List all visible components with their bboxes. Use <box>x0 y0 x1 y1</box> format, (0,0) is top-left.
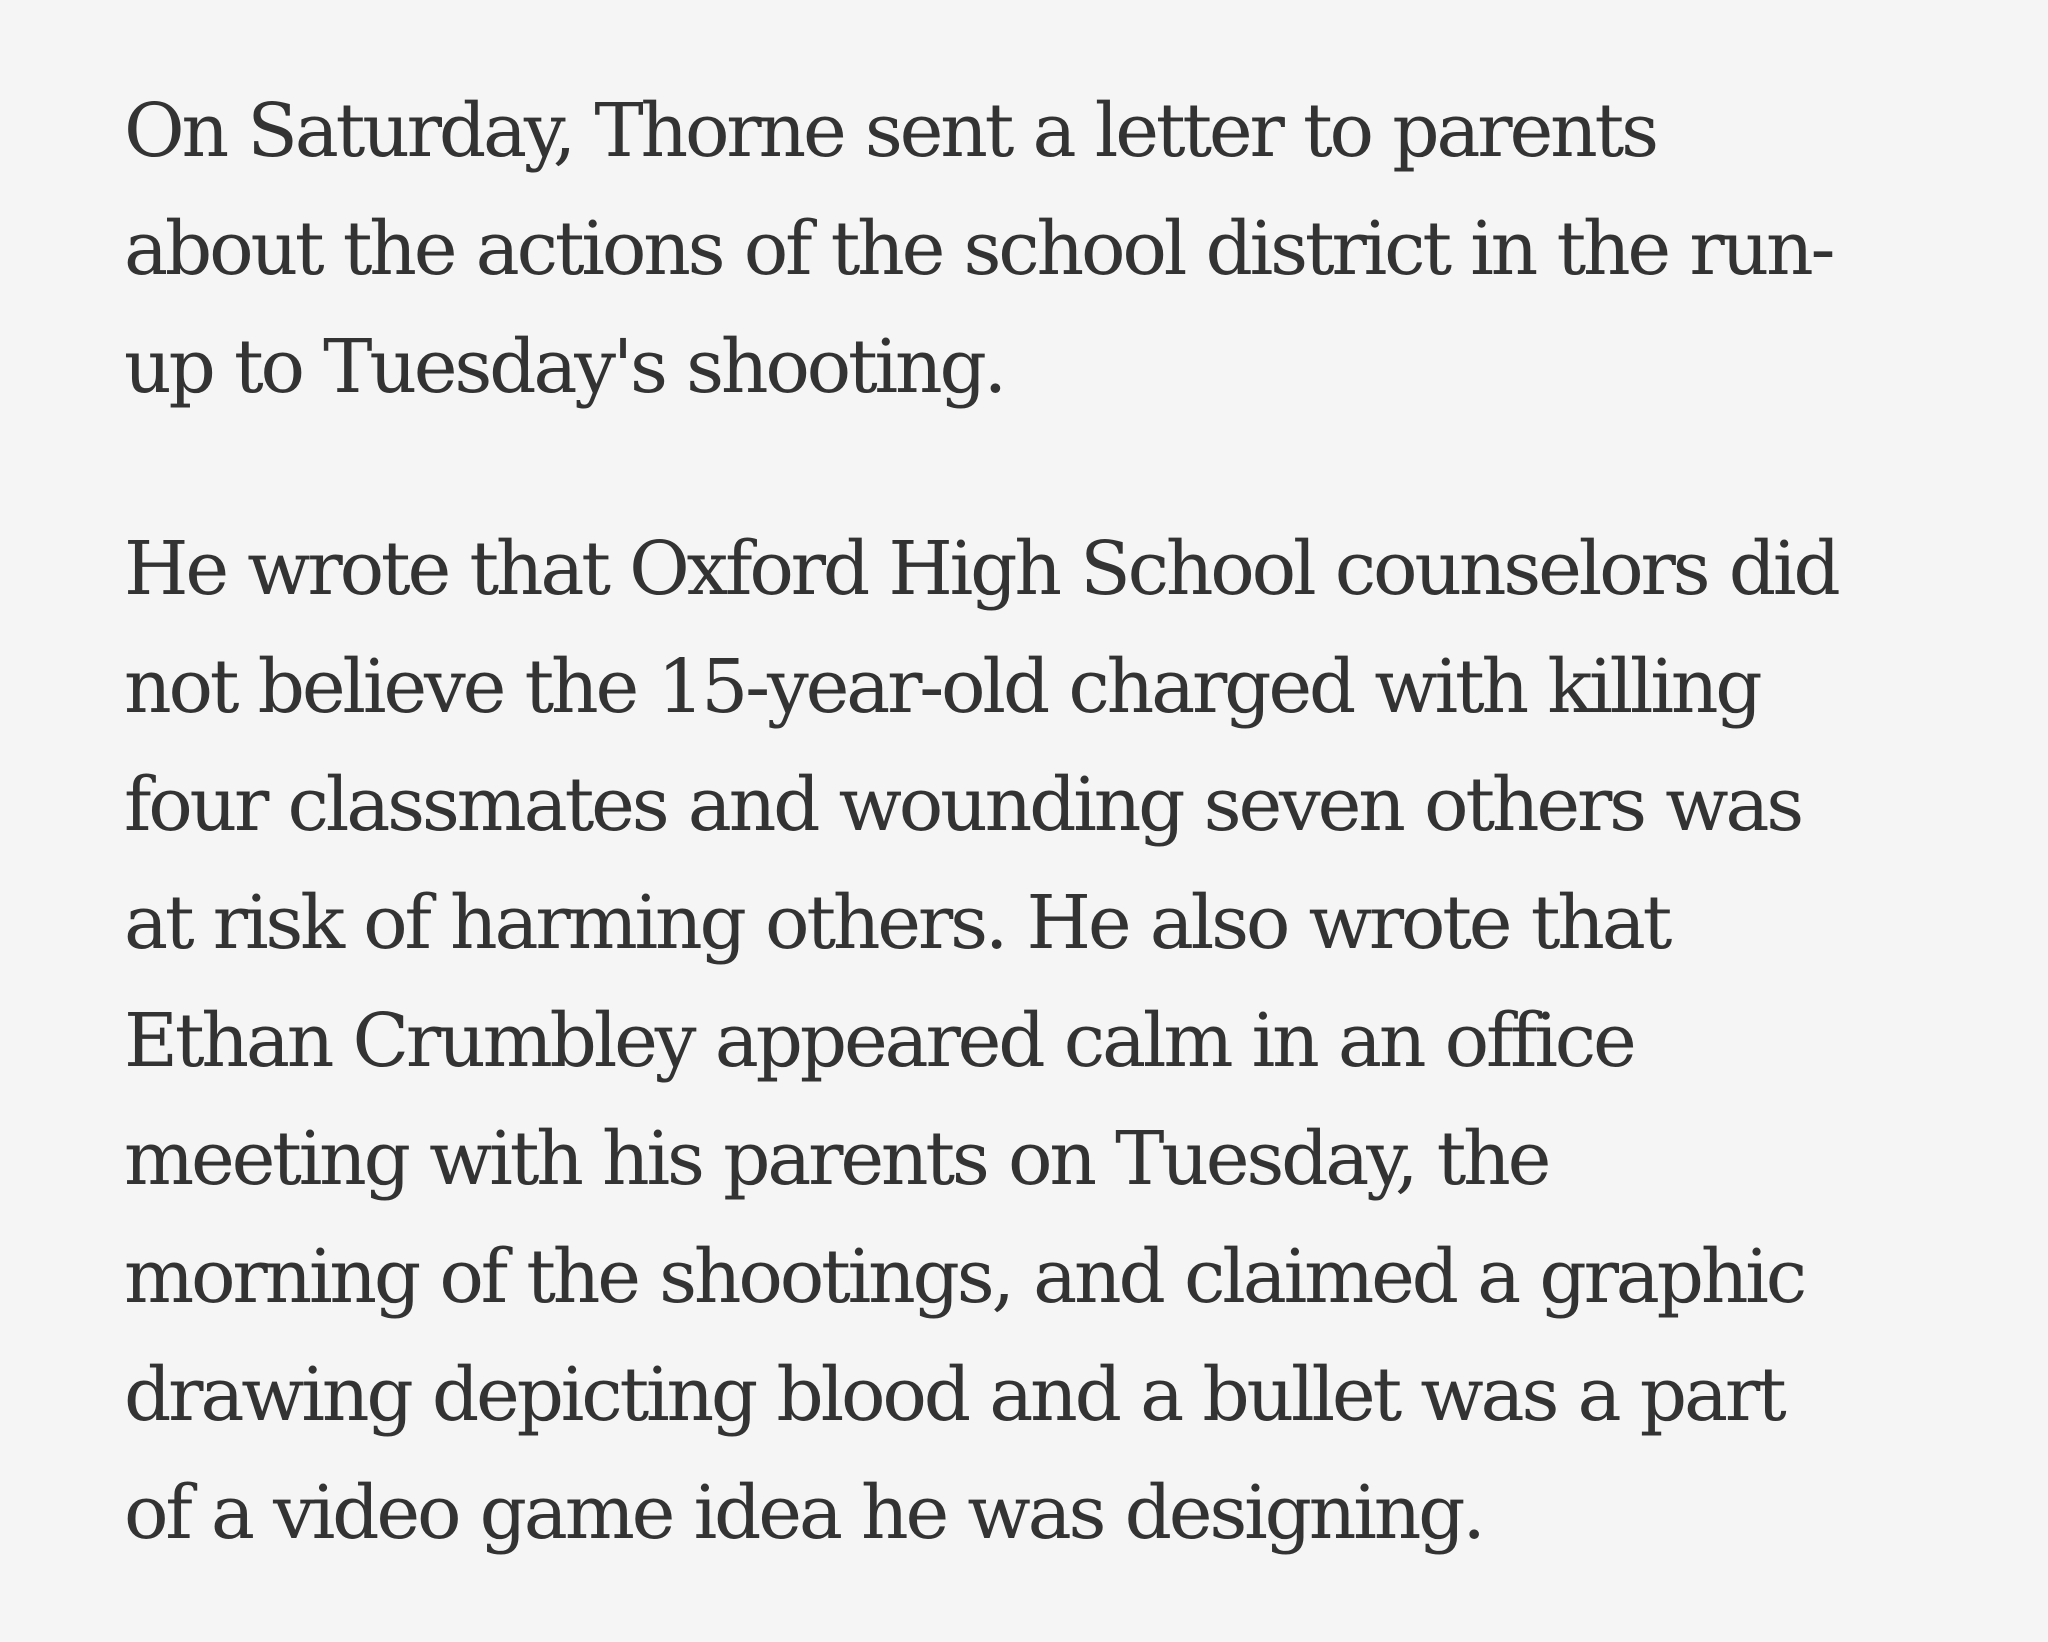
paragraph-line: On Saturday, Thorne sent a letter to parents <box>124 88 1656 174</box>
paragraph-line: at risk of harming others. He also wrote that <box>124 880 1670 966</box>
paragraph-line: drawing depicting blood and a bullet was a part <box>124 1352 1784 1438</box>
paragraph-line: up to Tuesday's shooting. <box>124 324 1004 410</box>
paragraph-line: morning of the shootings, and claimed a graphic <box>124 1234 1805 1320</box>
paragraph-line: four classmates and wounding seven others was <box>124 762 1802 848</box>
paragraph-line: not believe the 15-year-old charged with killing <box>124 644 1760 730</box>
article-body <box>124 72 1924 1572</box>
paragraph-line: of a video game idea he was designing. <box>124 1470 1483 1556</box>
paragraph-line: about the actions of the school district in the run- <box>124 206 1833 292</box>
paragraph-line: Ethan Crumbley appeared calm in an office <box>124 998 1634 1084</box>
paragraph-line: meeting with his parents on Tuesday, the <box>124 1116 1549 1202</box>
paragraph-line: He wrote that Oxford High School counselors did <box>124 526 1838 612</box>
article-paragraph-2 <box>124 510 1924 1572</box>
article-paragraph-1 <box>124 72 1924 426</box>
